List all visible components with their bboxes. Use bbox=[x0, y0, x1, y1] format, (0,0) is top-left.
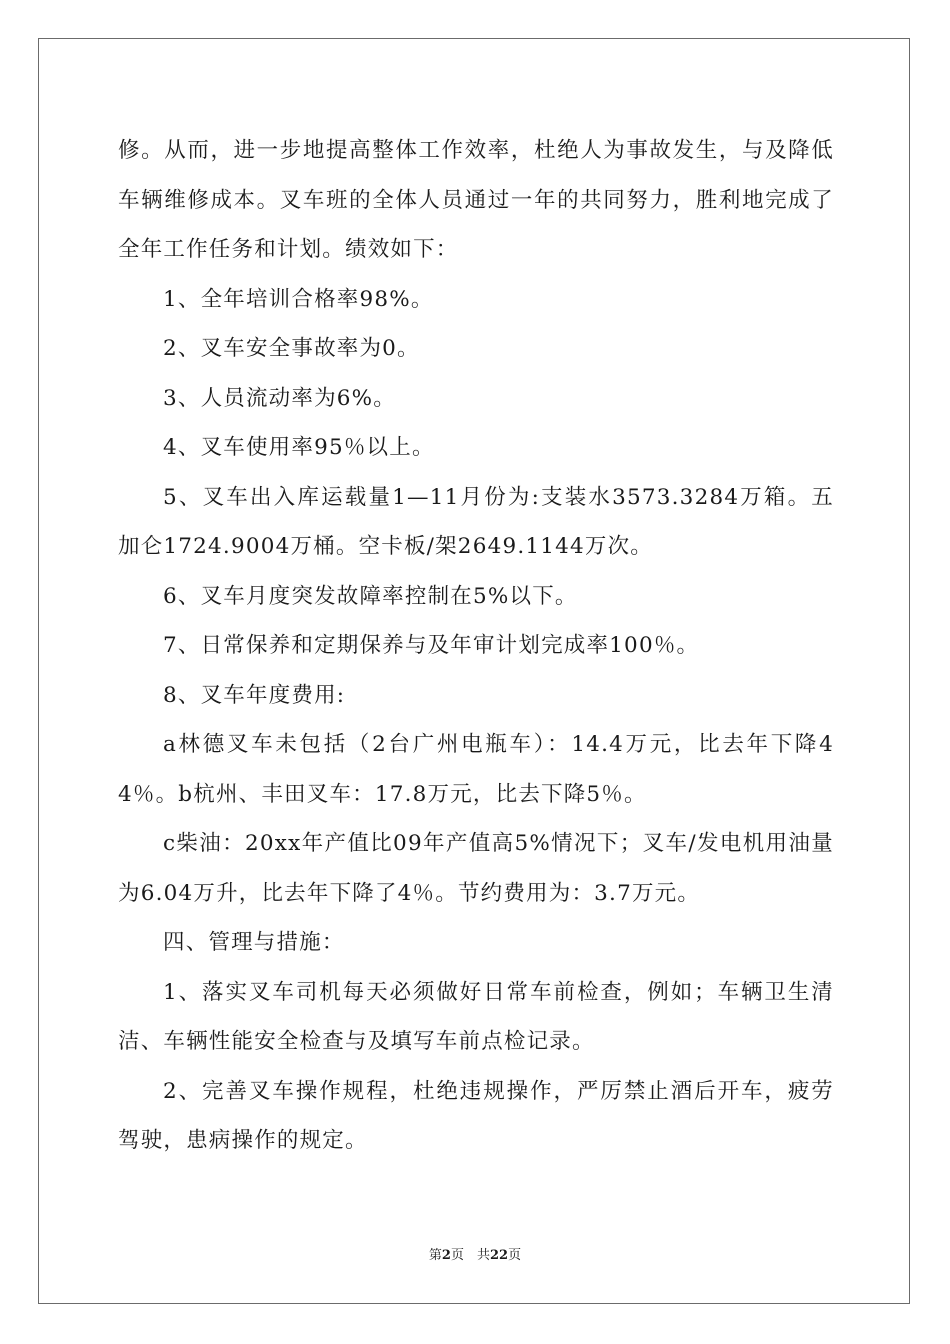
paragraph: 7、日常保养和定期保养与及年审计划完成率100％。 bbox=[163, 633, 700, 658]
paragraph: 4、叉车使用率95％以上。 bbox=[163, 435, 435, 460]
paragraph: 修。从而，进一步地提高整体工作效率，杜绝人为事故发生，与及降低车辆维修成本。叉车班的全体人员通过一年的共同努力，胜利地完成了全年工作任务和计划。绩效如下： bbox=[118, 138, 834, 262]
total-pages-number: 22 bbox=[489, 1248, 509, 1263]
paragraph: 6、叉车月度突发故障率控制在5%以下。 bbox=[163, 583, 578, 609]
paragraph: 2、叉车安全事故率为0。 bbox=[163, 336, 420, 361]
paragraph: 8、叉车年度费用: bbox=[163, 682, 346, 708]
paragraph: 5、叉车出入库运载量1—11月份为:支装水3573.3284万箱。五加仑1724.9004万桶。空卡板/架2649.1144万次。 bbox=[118, 484, 834, 559]
document-body bbox=[118, 126, 834, 1166]
footer-prefix: 第 bbox=[428, 1248, 442, 1263]
paragraph: c柴油：20xx年产值比09年产值高5%情况下；叉车/发电机用油量为6.04万升，比去年下降了4％。节约费用为：3.7万元。 bbox=[118, 831, 834, 906]
footer-suffix: 页 bbox=[508, 1248, 522, 1263]
paragraph: 3、人员流动率为6%。 bbox=[163, 385, 396, 411]
paragraph: 1、落实叉车司机每天必须做好日常车前检查，例如；车辆卫生清洁、车辆性能安全检查与及填写车前点检记录。 bbox=[118, 979, 834, 1054]
footer-mid: 页 共 bbox=[450, 1248, 490, 1263]
page-footer bbox=[0, 1247, 950, 1265]
section-heading: 四、管理与措施： bbox=[163, 930, 345, 955]
current-page-number: 2 bbox=[441, 1248, 451, 1263]
paragraph: 1、全年培训合格率98%。 bbox=[163, 286, 434, 312]
paragraph: 2、完善叉车操作规程，杜绝违规操作，严厉禁止酒后开车，疲劳驾驶，患病操作的规定。 bbox=[118, 1078, 834, 1153]
paragraph: a林德叉车未包括（2台广州电瓶车）：14.4万元，比去年下降44％。b杭州、丰田叉车：17.8万元，比去下降5％。 bbox=[118, 732, 834, 807]
